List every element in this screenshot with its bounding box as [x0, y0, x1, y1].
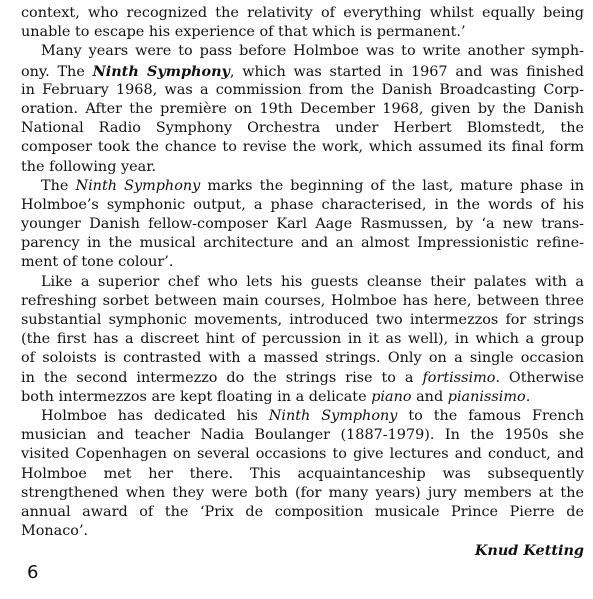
text-line: oration. After the première on 19th December 1968, given by the Danish — [21, 100, 584, 117]
text-line: ment of tone colour’. — [21, 254, 174, 271]
text-line: substantial symphonic movements, introduced two intermezzos for strings — [21, 312, 584, 328]
text-line: parency in the musical architecture and an almost Impressionistic refine- — [21, 235, 584, 252]
text-line — [21, 177, 584, 196]
text-line: musician and teacher Nadia Boulanger (1887-1979). In the 1950s she — [21, 427, 584, 444]
text-line: refreshing sorbet between main courses, Holmboe has here, between three — [21, 292, 584, 309]
text-line: in February 1968, was a commission from the Danish Broadcasting Corp- — [21, 81, 584, 98]
text-run: ony. The — [21, 63, 93, 80]
text-run: . — [525, 388, 531, 405]
music-term: fortissimo — [422, 369, 496, 386]
work-title: Ninth Symphony — [268, 407, 398, 424]
work-title: Ninth Symphony — [75, 177, 201, 194]
text-line: composer took the chance to revise the work, which assumed its final form — [21, 139, 584, 156]
text-line: Many years were to pass before Holmboe was to write another symph- — [41, 43, 584, 60]
text-run: in the second intermezzo do the strings rise to a — [21, 369, 423, 386]
text-line: unable to escape his experience of that which is permanent.’ — [21, 24, 466, 41]
text-line: strengthened when they were both (for many years) jury members at the — [21, 484, 584, 501]
text-run: and — [411, 388, 448, 405]
text-line: Holmboe’s symphonic output, a phase characterised, in the words of his — [21, 196, 584, 213]
text-line: annual award of the ‘Prix de composition musicale Prince Pierre de — [21, 503, 584, 520]
page-number: 6 — [27, 562, 39, 583]
music-term: pianissimo — [447, 388, 526, 405]
text-line — [21, 369, 584, 388]
article-body — [21, 4, 584, 560]
text-run: Holmboe has dedicated his — [41, 407, 269, 424]
work-title: Ninth Symphony — [92, 62, 230, 80]
text-line: visited Copenhagen on several occasions to give lectures and conduct, and — [21, 446, 584, 463]
text-line: younger Danish fellow-composer Karl Aage Rasmussen, by ‘a new trans- — [21, 216, 584, 233]
text-run: . Otherwise — [495, 369, 584, 386]
text-line: Holmboe met her there. This acquaintanceship was subsequently — [21, 465, 584, 482]
text-run: to the famous French — [397, 407, 584, 424]
text-line: (the first has a discreet hint of percussion in it as well), in which a group — [21, 331, 584, 348]
author-signature: Knud Ketting — [474, 542, 584, 560]
text-line — [21, 388, 584, 407]
text-line: context, who recognized the relativity of everything whilst equally being — [21, 5, 584, 21]
text-line: the following year. — [21, 158, 157, 175]
text-run: both intermezzos are kept floating in a delicate — [21, 388, 372, 405]
text-line — [21, 62, 584, 81]
text-run: , which was started in 1967 and was finished — [229, 63, 584, 80]
text-line — [21, 407, 584, 426]
text-line: Monaco’. — [21, 523, 89, 540]
music-term: piano — [371, 388, 412, 405]
text-line: National Radio Symphony Orchestra under Herbert Blomstedt, the — [21, 120, 584, 137]
text-line: Like a superior chef who lets his guests cleanse their palates with a — [41, 273, 584, 290]
text-line: of soloists is contrasted with a massed strings. Only on a single occasion — [21, 350, 584, 367]
text-run: The — [41, 177, 76, 194]
text-run: marks the beginning of the last, mature phase in — [200, 177, 584, 194]
